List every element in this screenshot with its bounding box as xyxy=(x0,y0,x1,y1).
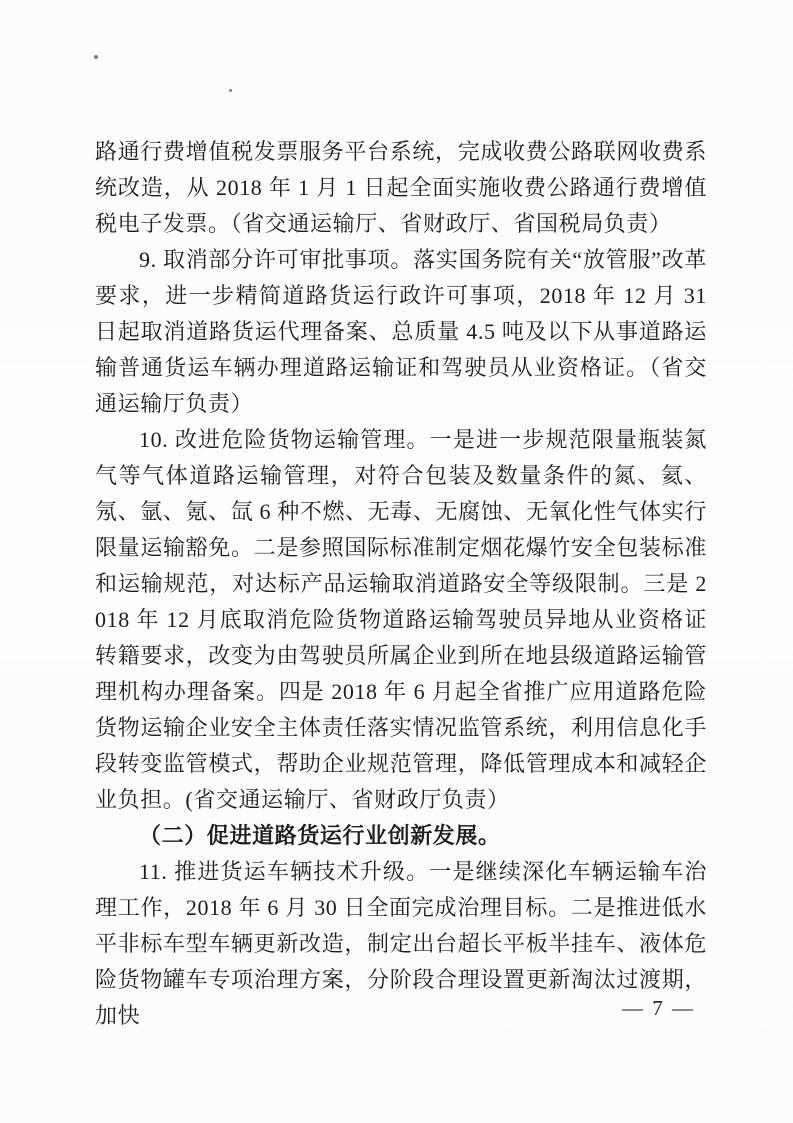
paragraph-item-9: 9. 取消部分许可审批事项。落实国务院有关“放管服”改革要求，进一步精简道路货运行政许可事项，2018 年 12 月 31 日起取消道路货运代理备案、总质量 4.5 吨及以下从事道路运输普通货运车辆办理道路运输证和驾驶员从业资格证。（省交通运输厅负责） xyxy=(95,247,707,416)
section-heading: （二）促进道路货运行业创新发展。 xyxy=(139,823,501,848)
page-number: — 7 — xyxy=(622,996,695,1020)
scan-speck xyxy=(229,89,232,92)
scan-speck xyxy=(94,55,98,59)
paragraph-continuation: 路通行费增值税发票服务平台系统，完成收费公路联网收费系统改造，从 2018 年 1 月 1 日起全面实施收费公路通行费增值税电子发票。（省交通运输厅、省财政厅、省国税局负责） xyxy=(95,139,707,236)
document-body xyxy=(95,134,707,1034)
paragraph-item-11: 11. 推进货运车辆技术升级。一是继续深化车辆运输车治理工作，2018 年 6 月 30 日全面完成治理目标。二是推进低水平非标车型车辆更新改造，制定出台超长平板半挂车、液体危险货物罐车专项治理方案，分阶段合理设置更新淘汰过渡期，加快 xyxy=(95,859,707,1028)
paragraph-item-10: 10. 改进危险货物运输管理。一是进一步规范限量瓶装氮气等气体道路运输管理，对符合包装及数量条件的氮、氦、氖、氩、氪、氙 6 种不燃、无毒、无腐蚀、无氧化性气体实行限量运输豁免。二是参照国际标准制定烟花爆竹安全包装标准和运输规范，对达标产品运输取消道路安全等级限制。三是 2018 年 12 月底取消危险货物道路运输驾驶员异地从业资格证转籍要求，改变为由驾驶员所属企业到所在地县级道路运输管理机构办理备案。四是 2018 年 6 月起全省推广应用道路危险货物运输企业安全主体责任落实情况监管系统，利用信息化手段转变监管模式，帮助企业规范管理，降低管理成本和减轻企业负担。(省交通运输厅、省财政厅负责） xyxy=(95,427,707,812)
